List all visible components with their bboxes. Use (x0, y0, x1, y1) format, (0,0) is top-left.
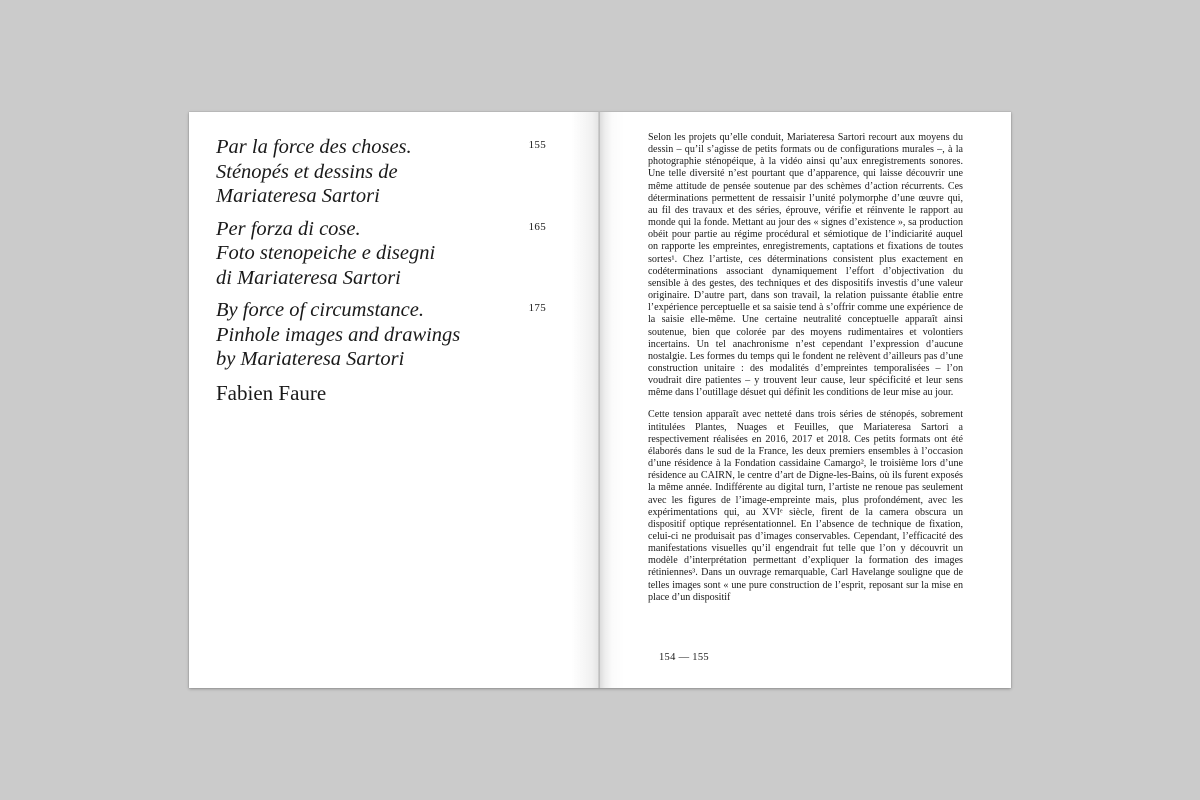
body-paragraph: Cette tension apparaît avec netteté dans trois séries de sténopés, sobrement intitulées Plantes, Nuages et Feuilles, que Mariateresa Sartori a respectivement réalisées en 2016, 2017 et 2018. Ces petits formats ont été élaborés dans le sud de la France, les deux premiers ensembles à l’occasion d’une résidence à la Fondation cassidaine Camargo², le troisième lors d’une résidence au CAIRN, le centre d’art de Digne-les-Bains, où ils furent exposés la même année. Indifférente au digital turn, l’artiste ne renoue pas seulement avec les figures de l’image-empreinte mais, plus profondément, avec les expérimentations qui, au XVIᵉ siècle, firent de la camera obscura un dispositif optique représentationnel. En l’absence de technique de fixation, celui-ci ne produisait pas d’images conservables. Cependant, l’efficacité des manifestations visuelles qu’il engendrait fut telle que l’on y découvrit un modèle d’interprétation permettant d’expliquer la formation des images rétiniennes³. Dans un ouvrage remarquable, Carl Havelange souligne que de telles images sont « une pure construction de l’esprit, reposant sur la mise en place d’un dispositif (648, 409, 963, 603)
toc-title-line: by Mariateresa Sartori (216, 348, 405, 370)
toc-entry (216, 298, 546, 372)
toc-entry-title (216, 298, 506, 372)
body-paragraph: Selon les projets qu’elle conduit, Mariateresa Sartori recourt aux moyens du dessin – qu’il s’agisse de petits formats ou de configurations murales –, à la photographie sténopéique, à la vidéo ainsi qu’aux enregistrements sonores. Une telle diversité n’est pourtant que d’apparence, qui laisse découvrir une même attitude de pensée soutenue par des schèmes d’action récurrents. Ces déterminations permettent de ressaisir l’unité polymorphe d’une œuvre qui, au fil des travaux et des séries, éprouve, vérifie et réinvente le rapport au monde qui la fonde. Mettant au jour des « signes d’existence », sa production obéit pour partie au régime procédural et sémiotique de l’indiciarité auquel on rapporte les empreintes, enregistrements, captations et fixations de toutes sortes¹. Chez l’artiste, ces déterminations consistent plus exactement en codéterminations associant dynamiquement l’effort d’objectivation du sensible à des gestes, des techniques et des dispositifs investis d’une valeur originaire. D’autre part, dans son travail, la relation puissante établie entre l’expérience perceptuelle et sa saisie tend à s’offrir comme une expérience de la saisie elle-même. Une certaine neutralité conceptuelle apparaît ainsi soutenue, bien que colorée par des moyens rudimentaires et volontiers incertains. Un tel anachronisme n’est cependant l’expression d’aucune nostalgie. Les formes du temps qui le fondent ne relèvent d’ailleurs pas d’une construction unitaire : des modalités d’empreintes temporalisées – l’on voudrait dire patientes – y trouvent leur cause, leur spécificité et leur sens même dans l’outillage désuet qui définit les conditions de leur mise au jour. (648, 132, 963, 399)
toc-entry (216, 135, 546, 209)
open-book (189, 112, 1011, 688)
author-name: Fabien Faure (216, 380, 327, 405)
toc-entry (216, 217, 546, 291)
toc-title-line: Par la force des choses. (216, 136, 412, 158)
right-page (600, 112, 1011, 688)
body-text (648, 132, 963, 614)
toc-page-number: 165 (528, 220, 546, 233)
toc-title-line: By force of circumstance. (216, 299, 424, 321)
toc-page-number: 175 (528, 302, 546, 314)
toc-title-line: Mariateresa Sartori (216, 185, 380, 207)
toc-entry-title (216, 135, 506, 209)
toc-page-number: 155 (528, 139, 546, 151)
toc-title-line: Per forza di cose. (216, 217, 361, 240)
toc-title-line: Foto stenopeiche e disegni (216, 242, 436, 264)
toc-entry-title (216, 217, 506, 291)
toc-title-line: Pinhole images and drawings (216, 323, 461, 346)
toc-title-line: Sténopés et dessins de (216, 160, 398, 183)
toc-title-line: di Mariateresa Sartori (216, 266, 401, 289)
table-of-contents (216, 135, 546, 406)
left-page (189, 112, 600, 688)
page-folio: 154 — 155 (659, 652, 709, 663)
